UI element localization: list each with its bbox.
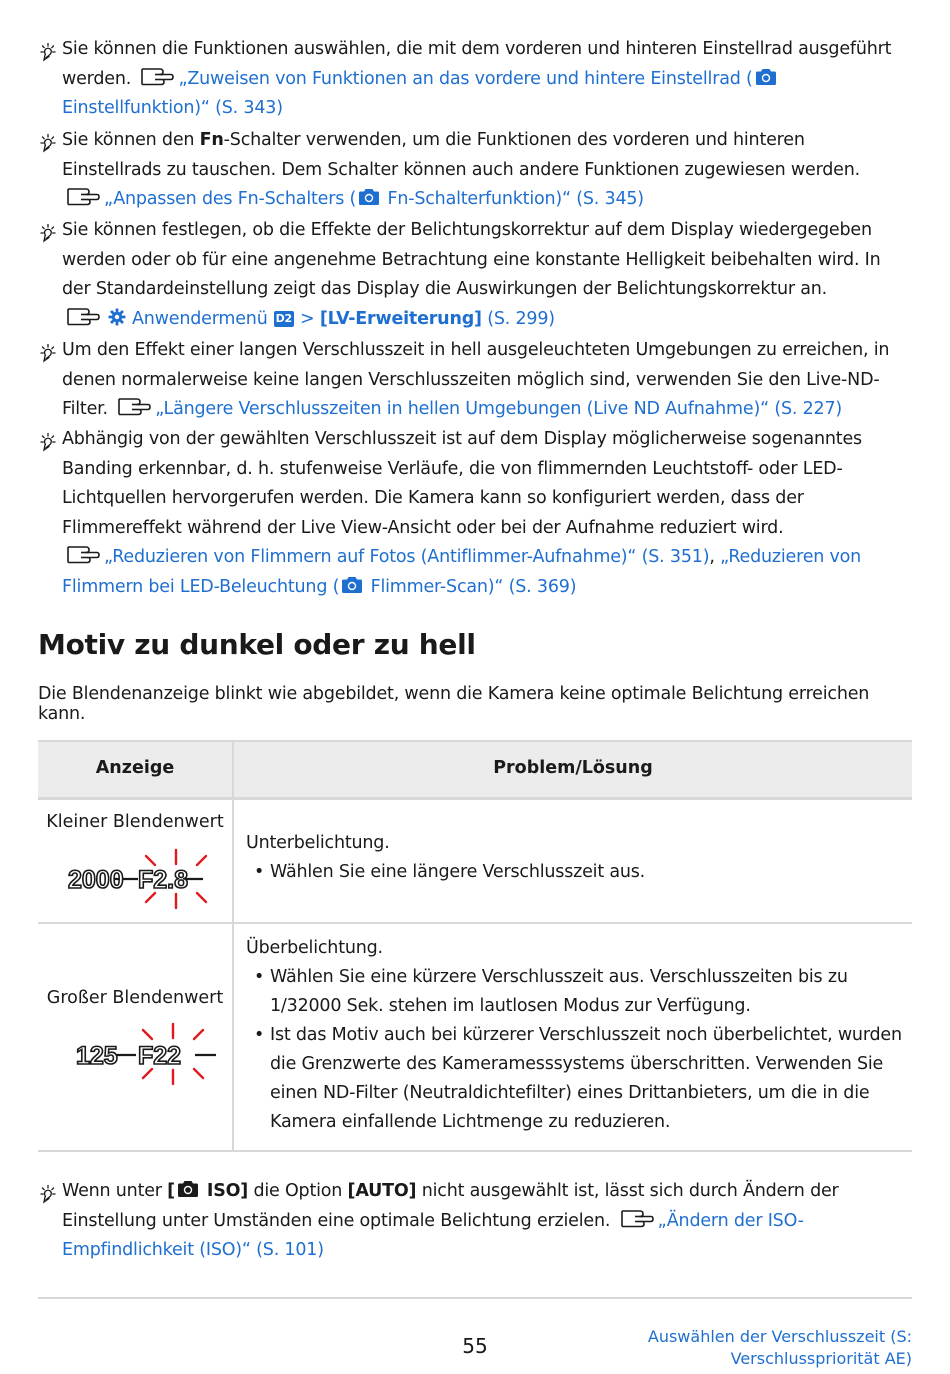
footer-rule: [38, 1297, 912, 1299]
link-anti-flicker[interactable]: „Reduzieren von Flimmern auf Fotos (Antiflimmer-Aufnahme)“ (S. 351): [104, 547, 710, 567]
problem-text: Unterbelichtung.: [246, 833, 390, 853]
reference-icon: [66, 544, 100, 564]
separator: ,: [709, 547, 715, 567]
reference-icon: [140, 66, 174, 86]
iso-menu-ref: [ ISO]: [167, 1181, 249, 1201]
menu-tab-badge: D2: [275, 311, 292, 325]
aperture-value: F2.8: [138, 866, 189, 894]
list-item: • Ist das Motiv auch bei kürzerer Verschlusszeit noch überbelichtet, wurden die Grenzwerte des Kameramesssystems überschritten. Verwenden Sie einen ND-Filter (Neutraldichtefilter) eines Drittanbieters, um die in die Kamera einfallende Lichtmenge zu reduzieren.: [246, 1021, 906, 1137]
table-bottom-rule: [38, 1150, 912, 1152]
blinking-aperture-display-large: [58, 1020, 218, 1090]
row-divider: [38, 922, 912, 924]
tip-icon: [40, 432, 60, 452]
reference-icon: [66, 186, 100, 206]
tip-icon: [40, 343, 60, 363]
row-label-small-aperture: Kleiner Blendenwert: [46, 812, 224, 832]
tip-iso: [40, 1177, 900, 1266]
blinking-aperture-display-small: [58, 844, 218, 914]
tip-live-nd: [40, 336, 900, 425]
tip-icon: [40, 223, 60, 243]
header-display: Anzeige: [95, 758, 175, 778]
fn-label: Fn: [199, 130, 224, 150]
tip-icon: [40, 42, 60, 62]
row-label-large-aperture: Großer Blendenwert: [46, 988, 224, 1008]
tip-dial-functions: [40, 35, 900, 124]
tip-icon: [40, 1184, 60, 1204]
tip-text: Abhängig von der gewählten Verschlusszeit ist auf dem Display möglicherweise sogenanntes Banding erkennbar, d. h. stufenweise Verläufe, die von flimmernden Leuchtstoff- oder LED-Lichtquellen hervorgerufen werden. Die Kamera kann so konfiguriert werden, dass der Flimmereffekt während der Live View-Ansicht oder bei der Aufnahme reduziert wird.: [62, 429, 862, 538]
aperture-value: F22: [138, 1042, 182, 1070]
link-lv-boost[interactable]: Anwendermenü D2 > [LV-Erweiterung] (S. 299): [104, 309, 555, 329]
row-solution-underexposure: [246, 829, 906, 887]
link-iso[interactable]: „Ändern der ISO-Empfindlichkeit (ISO)“ (S. 101): [62, 1210, 804, 1260]
tip-flicker: [40, 425, 900, 602]
tip-text: nicht ausgewählt ist, lässt sich durch Ändern der Einstellung unter Umständen eine optimale Belichtung erzielen.: [62, 1181, 839, 1231]
tip-lv-boost: [40, 216, 900, 334]
link-dial-functions[interactable]: „Zuweisen von Funktionen an das vordere und hintere Einstellrad ( Einstellfunktion)“ (S. 343): [62, 69, 779, 119]
tip-text: Um den Effekt einer langen Verschlusszeit in hell ausgeleuchteten Umgebungen zu erreichen, in denen normalerweise keine langen Verschlusszeiten möglich sind, verwenden Sie den Live-ND-Filter.: [62, 340, 890, 419]
solution-list: [246, 963, 906, 1137]
reference-icon: [66, 306, 100, 326]
tip-text: Sie können festlegen, ob die Effekte der Belichtungskorrektur auf dem Display wiedergegeben werden oder ob für eine angenehme Betrachtung eine konstante Helligkeit beibehalten wird. In der Standardeinstellung zeigt das Display die Auswirkungen der Belichtungskorrektur an.: [62, 220, 881, 299]
link-fn-switch[interactable]: „Anpassen des Fn-Schalters ( Fn-Schalterfunktion)“ (S. 345): [104, 189, 644, 209]
problem-text: Überbelichtung.: [246, 938, 383, 958]
link-flicker-scan[interactable]: „Reduzieren von Flimmern bei LED-Beleuchtung ( Flimmer-Scan)“ (S. 369): [62, 547, 862, 597]
tip-text: -Schalter verwenden, um die Funktionen des vorderen und hinteren Einstellrads zu tauschen. Dem Schalter können auch andere Funktionen zugewiesen werden.: [62, 130, 860, 180]
table-header: [38, 740, 912, 800]
link-live-nd[interactable]: „Längere Verschlusszeiten in hellen Umgebungen (Live ND Aufnahme)“ (S. 227): [155, 399, 843, 419]
section-title: Motiv zu dunkel oder zu hell: [38, 628, 476, 661]
list-item: • Wählen Sie eine kürzere Verschlusszeit aus. Verschlusszeiten bis zu 1/32000 Sek. stehen im lautlosen Modus zur Verfügung.: [246, 963, 906, 1021]
tip-text: die Option: [248, 1181, 348, 1201]
solution-list: [246, 858, 906, 887]
reference-icon: [117, 396, 151, 416]
camera-icon: [358, 188, 380, 206]
list-item: • Wählen Sie eine längere Verschlusszeit aus.: [246, 858, 906, 887]
gear-icon: [108, 308, 126, 326]
auto-option: [AUTO]: [347, 1181, 417, 1201]
shutter-value: 2000: [68, 866, 124, 894]
camera-icon: [755, 68, 777, 86]
row-solution-overexposure: [246, 934, 906, 1137]
tip-fn-switch: [40, 126, 900, 215]
camera-icon: [177, 1180, 199, 1198]
reference-icon: [620, 1208, 654, 1228]
tip-text: Sie können die Funktionen auswählen, die mit dem vorderen und hinteren Einstellrad ausgeführt werden.: [62, 39, 892, 89]
page-number: 55: [462, 1334, 488, 1358]
tip-text: Sie können den: [62, 130, 200, 150]
camera-icon: [341, 576, 363, 594]
column-divider: [232, 740, 234, 1152]
tip-icon: [40, 133, 60, 153]
tip-text: Wenn unter: [62, 1181, 168, 1201]
footer-chapter-link[interactable]: Auswählen der Verschlusszeit (S: Verschlusspriorität AE): [647, 1327, 912, 1368]
shutter-value: 125: [76, 1042, 118, 1070]
header-problem-solution: Problem/Lösung: [493, 758, 653, 778]
section-intro: Die Blendenanzeige blinkt wie abgebildet, wenn die Kamera keine optimale Belichtung erreichen kann.: [38, 684, 870, 724]
